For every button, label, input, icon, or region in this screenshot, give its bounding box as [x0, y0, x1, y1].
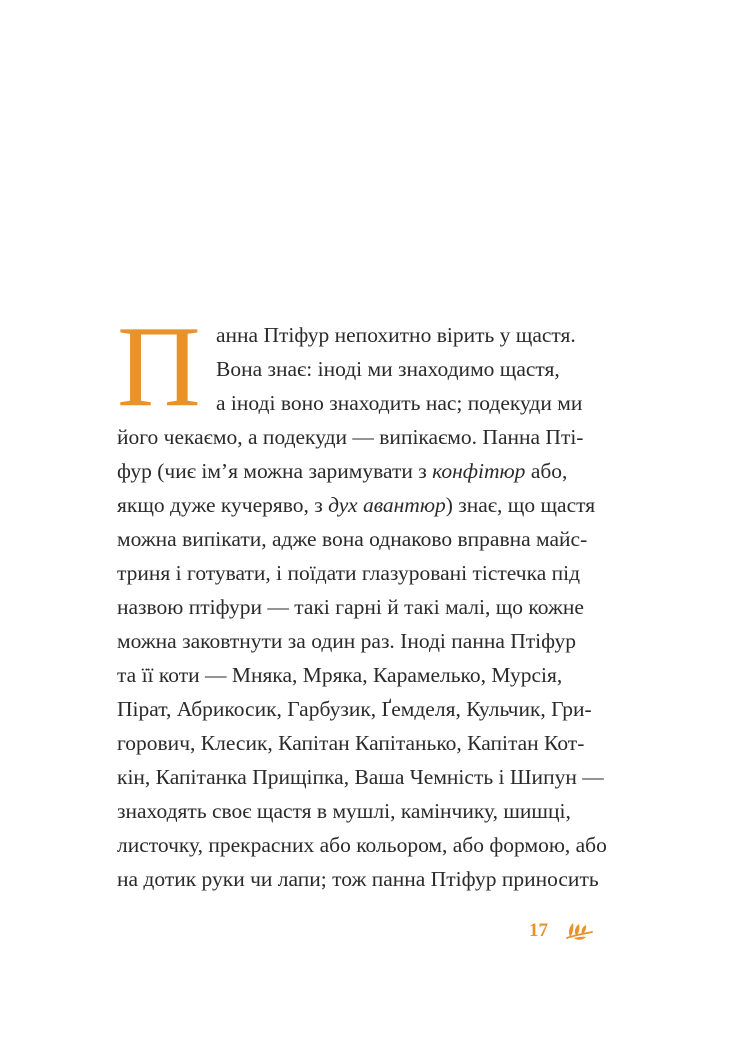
text-line-5-b: або,: [525, 459, 568, 483]
text-line-6-b: ) знає, що щастя: [445, 493, 596, 517]
italic-phrase-dukh-avantiur: дух авантюр: [328, 493, 446, 517]
text-line-6-a: якщо дуже кучеряво, з: [117, 493, 329, 517]
text-line-14: кін, Капітанка Прищіпка, Ваша Чемність і Шипун —: [117, 765, 604, 789]
text-line-6: [117, 492, 595, 518]
text-line-1: анна Птіфур непохитно вірить у щастя.: [216, 323, 576, 347]
page-number: 17: [529, 920, 548, 941]
leaf-ornament-icon: [564, 920, 594, 942]
text-line-17: на дотик руки чи лапи; тож панна Птіфур приносить: [117, 867, 599, 891]
italic-word-konfitiur: конфітюр: [432, 459, 526, 483]
text-line-4: його чекаємо, а подекуди — випікаємо. Панна Пті-: [117, 425, 584, 449]
text-line-2: Вона знає: іноді ми знаходимо щастя,: [216, 357, 560, 381]
text-line-13: горович, Клесик, Капітан Капітанько, Капітан Кот-: [117, 731, 585, 755]
text-line-5: [117, 458, 567, 484]
text-line-3: а іноді воно знаходить нас; подекуди ми: [216, 391, 583, 415]
text-line-12: Пірат, Абрикосик, Гарбузик, Ґемделя, Кульчик, Гри-: [117, 697, 592, 721]
text-line-9: назвою птіфури — такі гарні й такі малі, що кожне: [117, 595, 584, 619]
text-line-15: знаходять своє щастя в мушлі, камінчику, шишці,: [117, 799, 571, 823]
text-line-7: можна випікати, адже вона однаково вправна майс-: [117, 527, 588, 551]
text-line-11: та її коти — Мняка, Мряка, Карамелько, Мурсія,: [117, 663, 563, 687]
text-line-10: можна заковтнути за один раз. Іноді панна Птіфур: [117, 629, 577, 653]
text-line-5-a: фур (чиє ім’я можна заримувати з: [117, 459, 433, 483]
text-line-16: листочку, прекрасних або кольором, або формою, або: [117, 833, 607, 857]
drop-cap: П: [117, 303, 201, 431]
text-line-8: триня і готувати, і поїдати глазуровані тістечка під: [117, 561, 581, 585]
